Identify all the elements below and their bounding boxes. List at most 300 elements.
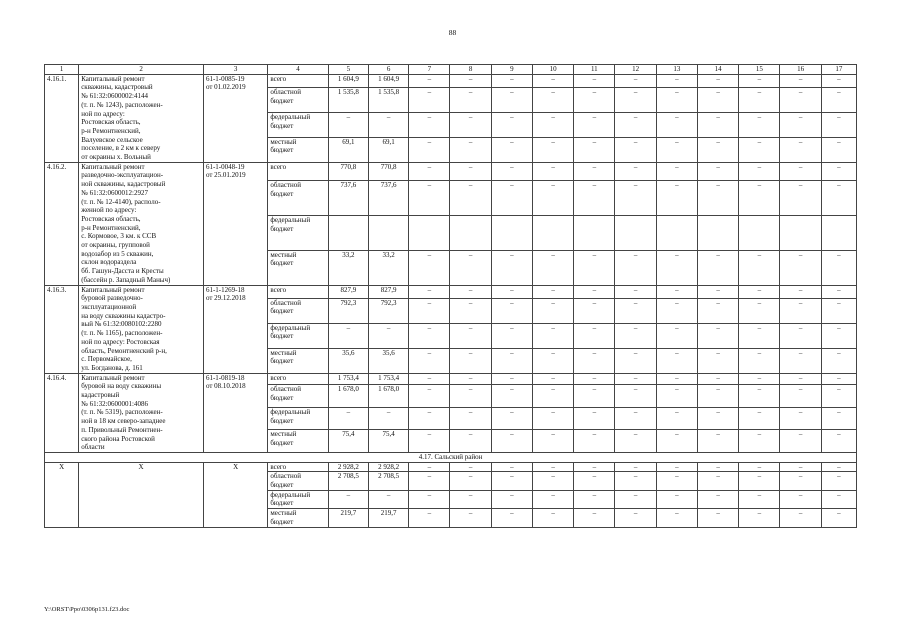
amount-col12: – (615, 137, 656, 162)
amount-col16: – (780, 298, 821, 323)
amount-col13: – (656, 373, 697, 385)
amount-col14: – (697, 112, 738, 137)
amount-col15: – (739, 112, 780, 137)
entry-id: 4.16.3. (45, 285, 79, 373)
amount-col6: – (368, 407, 408, 429)
header-cell: 2 (79, 65, 204, 75)
amount-col13: – (656, 137, 697, 162)
amount-col14: – (697, 490, 738, 508)
amount-col10: – (532, 385, 573, 407)
amount-col9: – (491, 87, 532, 112)
amount-col9: – (491, 348, 532, 373)
amount-col11: – (574, 462, 615, 472)
amount-col10: – (532, 181, 573, 216)
amount-col16: – (780, 285, 821, 298)
amount-col12: – (615, 87, 656, 112)
amount-col9: – (491, 181, 532, 216)
amount-col6: – (368, 112, 408, 137)
amount-col5: – (328, 323, 368, 348)
amount-col12 (615, 215, 656, 250)
amount-col9: – (491, 162, 532, 180)
header-cell: 4 (268, 65, 328, 75)
amount-col13: – (656, 385, 697, 407)
amount-col12: – (615, 348, 656, 373)
amount-col8: – (450, 323, 491, 348)
amount-col6: 2 708,5 (368, 472, 408, 490)
funding-source: областной бюджет (268, 298, 328, 323)
amount-col11: – (574, 137, 615, 162)
amount-col9: – (491, 430, 532, 453)
amount-col12: – (615, 323, 656, 348)
amount-col11: – (574, 430, 615, 453)
section-row (45, 452, 857, 462)
amount-col13: – (656, 407, 697, 429)
amount-col7: – (409, 250, 450, 285)
amount-col9: – (491, 373, 532, 385)
amount-col9: – (491, 490, 532, 508)
amount-col5: – (328, 407, 368, 429)
amount-col15: – (739, 181, 780, 216)
amount-col17 (821, 215, 856, 250)
amount-col7: – (409, 137, 450, 162)
amount-col12: – (615, 250, 656, 285)
amount-col9: – (491, 285, 532, 298)
amount-col5: 792,3 (328, 298, 368, 323)
amount-col15: – (739, 250, 780, 285)
amount-col17: – (821, 87, 856, 112)
amount-col14: – (697, 407, 738, 429)
entry-document: 61-1-1269-18 от 29.12.2018 (203, 285, 267, 373)
amount-col9: – (491, 74, 532, 87)
amount-col7: – (409, 74, 450, 87)
amount-col14: – (697, 373, 738, 385)
amount-col8: – (450, 509, 491, 527)
amount-col11: – (574, 407, 615, 429)
amount-col8: – (450, 285, 491, 298)
amount-col9: – (491, 385, 532, 407)
amount-col14: – (697, 430, 738, 453)
table-row (45, 162, 857, 180)
amount-col5: – (328, 112, 368, 137)
amount-col16: – (780, 250, 821, 285)
amount-col16: – (780, 509, 821, 527)
amount-col8: – (450, 490, 491, 508)
amount-col5: 2 708,5 (328, 472, 368, 490)
amount-col8: – (450, 462, 491, 472)
entry-document: Х (203, 462, 267, 527)
amount-col6: 69,1 (368, 137, 408, 162)
amount-col14: – (697, 472, 738, 490)
amount-col7: – (409, 87, 450, 112)
amount-col6: 1 753,4 (368, 373, 408, 385)
amount-col14 (697, 215, 738, 250)
amount-col13: – (656, 348, 697, 373)
amount-col7: – (409, 472, 450, 490)
amount-col5: 1 753,4 (328, 373, 368, 385)
header-cell: 13 (656, 65, 697, 75)
amount-col15: – (739, 137, 780, 162)
amount-col7: – (409, 162, 450, 180)
funding-source: федеральный бюджет (268, 215, 328, 250)
amount-col10: – (532, 407, 573, 429)
funding-source: местный бюджет (268, 509, 328, 527)
amount-col5: 219,7 (328, 509, 368, 527)
amount-col14: – (697, 385, 738, 407)
amount-col10: – (532, 490, 573, 508)
amount-col5: 1 535,8 (328, 87, 368, 112)
amount-col7: – (409, 509, 450, 527)
amount-col6: 33,2 (368, 250, 408, 285)
amount-col17: – (821, 430, 856, 453)
amount-col6: – (368, 490, 408, 508)
amount-col10: – (532, 112, 573, 137)
amount-col13: – (656, 181, 697, 216)
amount-col14: – (697, 181, 738, 216)
entry-id: 4.16.4. (45, 373, 79, 452)
amount-col15: – (739, 298, 780, 323)
amount-col8: – (450, 430, 491, 453)
amount-col13: – (656, 490, 697, 508)
amount-col6: 792,3 (368, 298, 408, 323)
amount-col17: – (821, 250, 856, 285)
amount-col9: – (491, 137, 532, 162)
header-cell: 1 (45, 65, 79, 75)
amount-col9: – (491, 407, 532, 429)
amount-col15: – (739, 385, 780, 407)
amount-col17: – (821, 137, 856, 162)
amount-col9 (491, 215, 532, 250)
amount-col8: – (450, 373, 491, 385)
amount-col15: – (739, 373, 780, 385)
amount-col15: – (739, 472, 780, 490)
funding-source: всего (268, 74, 328, 87)
amount-col6 (368, 215, 408, 250)
amount-col10: – (532, 472, 573, 490)
amount-col13: – (656, 472, 697, 490)
entry-description: Капитальный ремонт буровой на воду скважины кадастровый № 61:32:0600001:4086 (т. п. № 5319), расположен- ной в 18 км северо-западнее п. Привольный Ремонтнен- ского района Ростовской области (79, 373, 204, 452)
amount-col10: – (532, 298, 573, 323)
amount-col13: – (656, 112, 697, 137)
funding-source: федеральный бюджет (268, 323, 328, 348)
amount-col17: – (821, 74, 856, 87)
amount-col8: – (450, 472, 491, 490)
funding-source: всего (268, 285, 328, 298)
header-cell: 6 (368, 65, 408, 75)
funding-source: федеральный бюджет (268, 407, 328, 429)
amount-col5: 75,4 (328, 430, 368, 453)
amount-col16: – (780, 162, 821, 180)
entry-id: 4.16.2. (45, 162, 79, 285)
amount-col11: – (574, 373, 615, 385)
amount-col11 (574, 215, 615, 250)
amount-col17: – (821, 348, 856, 373)
header-cell: 14 (697, 65, 738, 75)
amount-col17: – (821, 162, 856, 180)
amount-col15: – (739, 162, 780, 180)
amount-col11: – (574, 509, 615, 527)
funding-source: федеральный бюджет (268, 490, 328, 508)
amount-col12: – (615, 430, 656, 453)
header-cell: 11 (574, 65, 615, 75)
amount-col7: – (409, 112, 450, 137)
entry-document: 61-1-0085-19 от 01.02.2019 (203, 74, 267, 162)
amount-col16: – (780, 74, 821, 87)
amount-col7: – (409, 407, 450, 429)
amount-col10: – (532, 462, 573, 472)
amount-col7: – (409, 430, 450, 453)
amount-col5: 1 678,0 (328, 385, 368, 407)
amount-col8: – (450, 348, 491, 373)
amount-col10: – (532, 509, 573, 527)
amount-col12: – (615, 407, 656, 429)
amount-col13: – (656, 462, 697, 472)
amount-col17: – (821, 385, 856, 407)
amount-col6: 219,7 (368, 509, 408, 527)
amount-col15: – (739, 430, 780, 453)
funding-source: всего (268, 373, 328, 385)
amount-col6: – (368, 323, 408, 348)
amount-col16: – (780, 112, 821, 137)
amount-col14: – (697, 323, 738, 348)
amount-col13: – (656, 285, 697, 298)
amount-col12: – (615, 373, 656, 385)
amount-col13: – (656, 74, 697, 87)
amount-col7: – (409, 373, 450, 385)
amount-col12: – (615, 181, 656, 216)
amount-col14: – (697, 87, 738, 112)
amount-col12: – (615, 112, 656, 137)
header-cell: 3 (203, 65, 267, 75)
amount-col16: – (780, 323, 821, 348)
amount-col17: – (821, 285, 856, 298)
table-row (45, 74, 857, 87)
amount-col11: – (574, 87, 615, 112)
amount-col6: 827,9 (368, 285, 408, 298)
amount-col5: 827,9 (328, 285, 368, 298)
amount-col11: – (574, 348, 615, 373)
amount-col15: – (739, 74, 780, 87)
amount-col11: – (574, 385, 615, 407)
amount-col16: – (780, 472, 821, 490)
amount-col17: – (821, 181, 856, 216)
header-cell: 15 (739, 65, 780, 75)
amount-col15: – (739, 87, 780, 112)
funding-source: областной бюджет (268, 87, 328, 112)
amount-col11: – (574, 285, 615, 298)
amount-col9: – (491, 298, 532, 323)
amount-col12: – (615, 285, 656, 298)
amount-col8: – (450, 385, 491, 407)
amount-col10: – (532, 285, 573, 298)
amount-col14: – (697, 348, 738, 373)
amount-col13: – (656, 298, 697, 323)
amount-col13: – (656, 430, 697, 453)
amount-col10: – (532, 430, 573, 453)
amount-col14: – (697, 250, 738, 285)
funding-source: областной бюджет (268, 181, 328, 216)
amount-col8 (450, 215, 491, 250)
amount-col12: – (615, 462, 656, 472)
amount-col5: 1 604,9 (328, 74, 368, 87)
amount-col7: – (409, 298, 450, 323)
amount-col7: – (409, 462, 450, 472)
amount-col16: – (780, 87, 821, 112)
amount-col6: 2 928,2 (368, 462, 408, 472)
amount-col5: 770,8 (328, 162, 368, 180)
entry-description: Капитальный ремонт буровой разведочно- эксплуатационной на воду скважины кадастро- вый № 61:32:0080102:2280 (т. п. № 1165), расположен- ной по адресу: Ростовская область, Ремонтненский р-н, с. Первомайское, ул. Богданова, д. 161 (79, 285, 204, 373)
amount-col15: – (739, 490, 780, 508)
amount-col9: – (491, 462, 532, 472)
amount-col6: 35,6 (368, 348, 408, 373)
funding-source: местный бюджет (268, 250, 328, 285)
amount-col17: – (821, 462, 856, 472)
amount-col11: – (574, 162, 615, 180)
amount-col11: – (574, 74, 615, 87)
amount-col13: – (656, 509, 697, 527)
amount-col16: – (780, 490, 821, 508)
page-number: 88 (448, 28, 457, 37)
header-cell: 7 (409, 65, 450, 75)
amount-col8: – (450, 181, 491, 216)
amount-col16: – (780, 430, 821, 453)
amount-col7: – (409, 490, 450, 508)
amount-col9: – (491, 323, 532, 348)
amount-col16: – (780, 348, 821, 373)
amount-col11: – (574, 250, 615, 285)
amount-col5: 33,2 (328, 250, 368, 285)
amount-col7: – (409, 323, 450, 348)
amount-col14: – (697, 74, 738, 87)
amount-col9: – (491, 509, 532, 527)
table-row (45, 462, 857, 472)
amount-col9: – (491, 472, 532, 490)
entry-id: Х (45, 462, 79, 527)
amount-col8: – (450, 162, 491, 180)
entry-description: Капитальный ремонт скважины, кадастровый № 61:32:0600002:4144 (т. п. № 1243), расположен- ной по адресу: Ростовская область, р-н Ремонтненский, Валуевское сельское поселение, в 2 км к северу от окраины х. Вольный (79, 74, 204, 162)
amount-col14: – (697, 285, 738, 298)
amount-col15: – (739, 509, 780, 527)
amount-col6: 1 604,9 (368, 74, 408, 87)
amount-col6: 770,8 (368, 162, 408, 180)
amount-col12: – (615, 74, 656, 87)
amount-col6: 737,6 (368, 181, 408, 216)
amount-col17: – (821, 373, 856, 385)
funding-source: федеральный бюджет (268, 112, 328, 137)
amount-col5: 737,6 (328, 181, 368, 216)
header-row (45, 65, 857, 75)
amount-col8: – (450, 137, 491, 162)
amount-col5 (328, 215, 368, 250)
amount-col5: 69,1 (328, 137, 368, 162)
amount-col10: – (532, 250, 573, 285)
amount-col10: – (532, 348, 573, 373)
amount-col9: – (491, 112, 532, 137)
amount-col8: – (450, 87, 491, 112)
amount-col10: – (532, 74, 573, 87)
amount-col11: – (574, 490, 615, 508)
amount-col11: – (574, 112, 615, 137)
funding-source: областной бюджет (268, 385, 328, 407)
amount-col12: – (615, 490, 656, 508)
header-cell: 8 (450, 65, 491, 75)
amount-col10: – (532, 373, 573, 385)
amount-col12: – (615, 509, 656, 527)
amount-col17: – (821, 112, 856, 137)
amount-col7: – (409, 285, 450, 298)
amount-col7: – (409, 385, 450, 407)
header-cell: 5 (328, 65, 368, 75)
amount-col14: – (697, 137, 738, 162)
amount-col14: – (697, 162, 738, 180)
header-cell: 10 (532, 65, 573, 75)
amount-col8: – (450, 112, 491, 137)
entry-description: Капитальный ремонт разведочно-эксплуатацион- ной скважины, кадастровый № 61:32:0600012:2927 (т. п. № 12-4140), располо- женной по адресу: Ростовская область, р-н Ремонтненский, с. Кормовое, 3 км. к ССВ от окраины, групповой водозабор из 5 скважин, склон водораздела бб. Гашун-Дасста и Кресты (бассейн р. Западный Маныч) (79, 162, 204, 285)
funding-source: всего (268, 462, 328, 472)
amount-col15: – (739, 323, 780, 348)
amount-col15: – (739, 348, 780, 373)
amount-col13: – (656, 87, 697, 112)
header-cell: 12 (615, 65, 656, 75)
amount-col17: – (821, 509, 856, 527)
amount-col15: – (739, 407, 780, 429)
amount-col13: – (656, 323, 697, 348)
header-cell: 17 (821, 65, 856, 75)
budget-table (44, 64, 857, 528)
amount-col16: – (780, 462, 821, 472)
amount-col16 (780, 215, 821, 250)
funding-source: местный бюджет (268, 348, 328, 373)
funding-source: всего (268, 162, 328, 180)
amount-col6: 1 678,0 (368, 385, 408, 407)
amount-col11: – (574, 298, 615, 323)
amount-col11: – (574, 181, 615, 216)
header-cell: 9 (491, 65, 532, 75)
amount-col16: – (780, 385, 821, 407)
amount-col16: – (780, 407, 821, 429)
funding-source: областной бюджет (268, 472, 328, 490)
amount-col17: – (821, 298, 856, 323)
amount-col12: – (615, 385, 656, 407)
amount-col13: – (656, 162, 697, 180)
amount-col10: – (532, 323, 573, 348)
amount-col14: – (697, 462, 738, 472)
amount-col5: 35,6 (328, 348, 368, 373)
amount-col11: – (574, 472, 615, 490)
amount-col14: – (697, 298, 738, 323)
amount-col17: – (821, 323, 856, 348)
amount-col7: – (409, 348, 450, 373)
amount-col17: – (821, 472, 856, 490)
amount-col10: – (532, 137, 573, 162)
amount-col7 (409, 215, 450, 250)
amount-col7: – (409, 181, 450, 216)
amount-col16: – (780, 373, 821, 385)
table-row (45, 373, 857, 385)
funding-source: местный бюджет (268, 430, 328, 453)
entry-id: 4.16.1. (45, 74, 79, 162)
amount-col5: – (328, 490, 368, 508)
amount-col17: – (821, 490, 856, 508)
amount-col12: – (615, 298, 656, 323)
amount-col13 (656, 215, 697, 250)
funding-source: местный бюджет (268, 137, 328, 162)
amount-col15: – (739, 285, 780, 298)
amount-col16: – (780, 137, 821, 162)
amount-col15: – (739, 462, 780, 472)
amount-col10 (532, 215, 573, 250)
amount-col10: – (532, 87, 573, 112)
amount-col6: 1 535,8 (368, 87, 408, 112)
